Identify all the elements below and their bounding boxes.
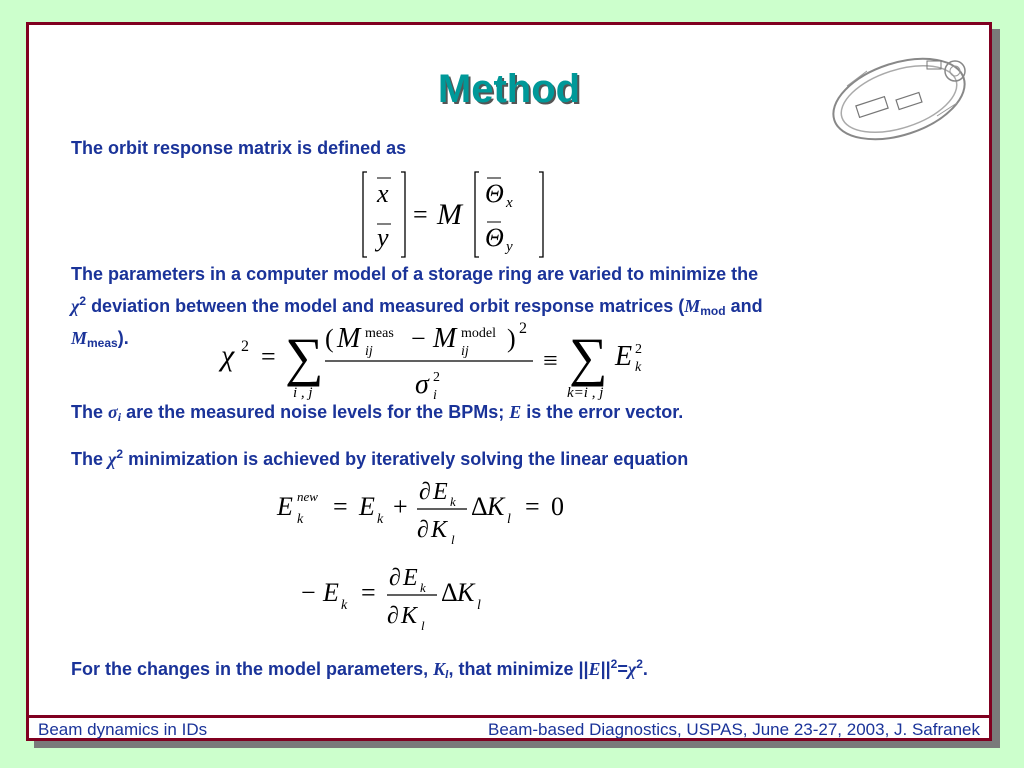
e-new-sub: k — [297, 512, 304, 527]
m-meas: M — [71, 328, 88, 348]
partial-k: ∂ — [417, 517, 429, 543]
sigma: σ — [415, 369, 429, 400]
y-vector: y — [377, 223, 389, 252]
minus: − — [411, 324, 426, 353]
conclusion-paragraph: For the changes in the model parameters, $K_l$, that minimize $||E||^2=\chi^2$. — [71, 657, 648, 681]
delta: Δ — [471, 492, 488, 521]
theta-y-sub: y — [506, 239, 513, 255]
chi: χ — [221, 339, 235, 372]
svg-text:E: E — [433, 479, 448, 505]
meas-label: meas — [365, 326, 394, 341]
chi-symbol: χ — [71, 296, 80, 316]
slide-footer — [29, 715, 989, 741]
svg-text:∂: ∂ — [389, 565, 401, 591]
svg-text:E: E — [403, 565, 418, 591]
svg-text:l: l — [451, 532, 455, 547]
svg-text:K: K — [457, 578, 475, 607]
chi-squared-equation — [215, 307, 675, 408]
sum-ij: i , j — [293, 385, 313, 401]
svg-text:∂: ∂ — [387, 603, 399, 629]
svg-text:Δ: Δ — [441, 578, 458, 607]
para2-text2: deviation between the model and measured orbit response matrices ( — [86, 296, 685, 316]
para2-text1: The parameters in a computer model of a storage ring are varied to minimize the — [71, 264, 759, 284]
svg-text:l: l — [421, 618, 425, 633]
svg-text:=: = — [525, 492, 540, 521]
new-label: new — [297, 489, 318, 504]
sigma-sub: i — [433, 388, 437, 403]
model-label: model — [461, 326, 496, 341]
equals-sign: = — [413, 200, 428, 229]
sum-kij: k=i , j — [567, 385, 604, 401]
close-paren: ) — [507, 324, 516, 353]
theta-x: Θ — [485, 179, 504, 208]
sigma-symbol: σ — [108, 402, 118, 422]
footer-left: Beam dynamics in IDs — [38, 720, 208, 739]
e-new: E — [277, 492, 293, 521]
orbit-matrix-intro: The orbit response matrix is defined as — [71, 138, 407, 158]
theta-x-sub: x — [506, 195, 513, 211]
svg-text:E: E — [323, 578, 339, 607]
e-k-exp: 2 — [635, 342, 642, 357]
sigma-paragraph: The $\sigma_i$ are the measured noise levels for the BPMs; E is the error vector. — [71, 402, 684, 424]
sum-sign-2: ∑ — [569, 327, 608, 387]
svg-text:k: k — [377, 512, 384, 527]
zero: 0 — [551, 492, 564, 521]
m-model-eq: M — [433, 323, 457, 354]
minimization-paragraph: The $\chi^2$ minimization is achieved by iteratively solving the linear equation — [71, 447, 689, 469]
e-symbol: E — [509, 402, 522, 422]
linear-equation — [273, 471, 603, 646]
equals: = — [261, 342, 276, 371]
e-norm-symbol: E — [588, 659, 601, 679]
svg-text:l: l — [507, 512, 511, 527]
svg-text:=: = — [361, 578, 376, 607]
footer-right: Beam-based Diagnostics, USPAS, June 23-27, 2003, J. Safranek — [487, 720, 980, 739]
slide — [26, 22, 992, 741]
ij-sub: ij — [365, 344, 373, 359]
svg-text:=: = — [333, 492, 348, 521]
paren-exp: 2 — [519, 320, 527, 337]
e-k-sub: k — [635, 360, 642, 375]
svg-text:+: + — [393, 492, 408, 521]
para2-and: and — [725, 296, 763, 316]
para2-end: ). — [117, 328, 129, 348]
e-k: E — [615, 341, 633, 372]
sum-sign: ∑ — [285, 327, 324, 387]
e-k-term: E — [359, 492, 375, 521]
m-mod-sub: mod — [700, 304, 726, 318]
sigma-exp: 2 — [433, 370, 440, 385]
m-meas-sub: meas — [87, 336, 118, 350]
partial-e: ∂ — [419, 479, 431, 505]
slide-title: Method — [437, 67, 581, 111]
svg-text:K: K — [401, 603, 418, 629]
ij-sub-2: ij — [461, 344, 469, 359]
chi-exp: 2 — [241, 338, 249, 355]
k-l-symbol: K — [433, 659, 446, 679]
m-mod: M — [684, 296, 701, 316]
svg-text:k: k — [420, 580, 426, 595]
svg-text:k: k — [341, 598, 348, 613]
svg-text:K: K — [487, 492, 505, 521]
response-matrix-equation — [361, 169, 551, 266]
svg-text:k: k — [450, 494, 456, 509]
minus-e: − — [301, 578, 316, 607]
chi-sup: 2 — [79, 294, 87, 308]
sigma-sub-text: i — [117, 410, 122, 424]
matrix-m: M — [437, 198, 462, 231]
open-paren: ( — [325, 324, 334, 353]
chi-symbol-2: χ — [108, 449, 117, 469]
chi-symbol-3: χ — [627, 659, 637, 679]
equiv-sign: ≡ — [543, 346, 558, 375]
svg-text:l: l — [477, 598, 481, 613]
m-meas-eq: M — [337, 323, 361, 354]
x-vector: x — [377, 179, 389, 208]
svg-text:K: K — [431, 517, 448, 543]
theta-y: Θ — [485, 223, 504, 252]
